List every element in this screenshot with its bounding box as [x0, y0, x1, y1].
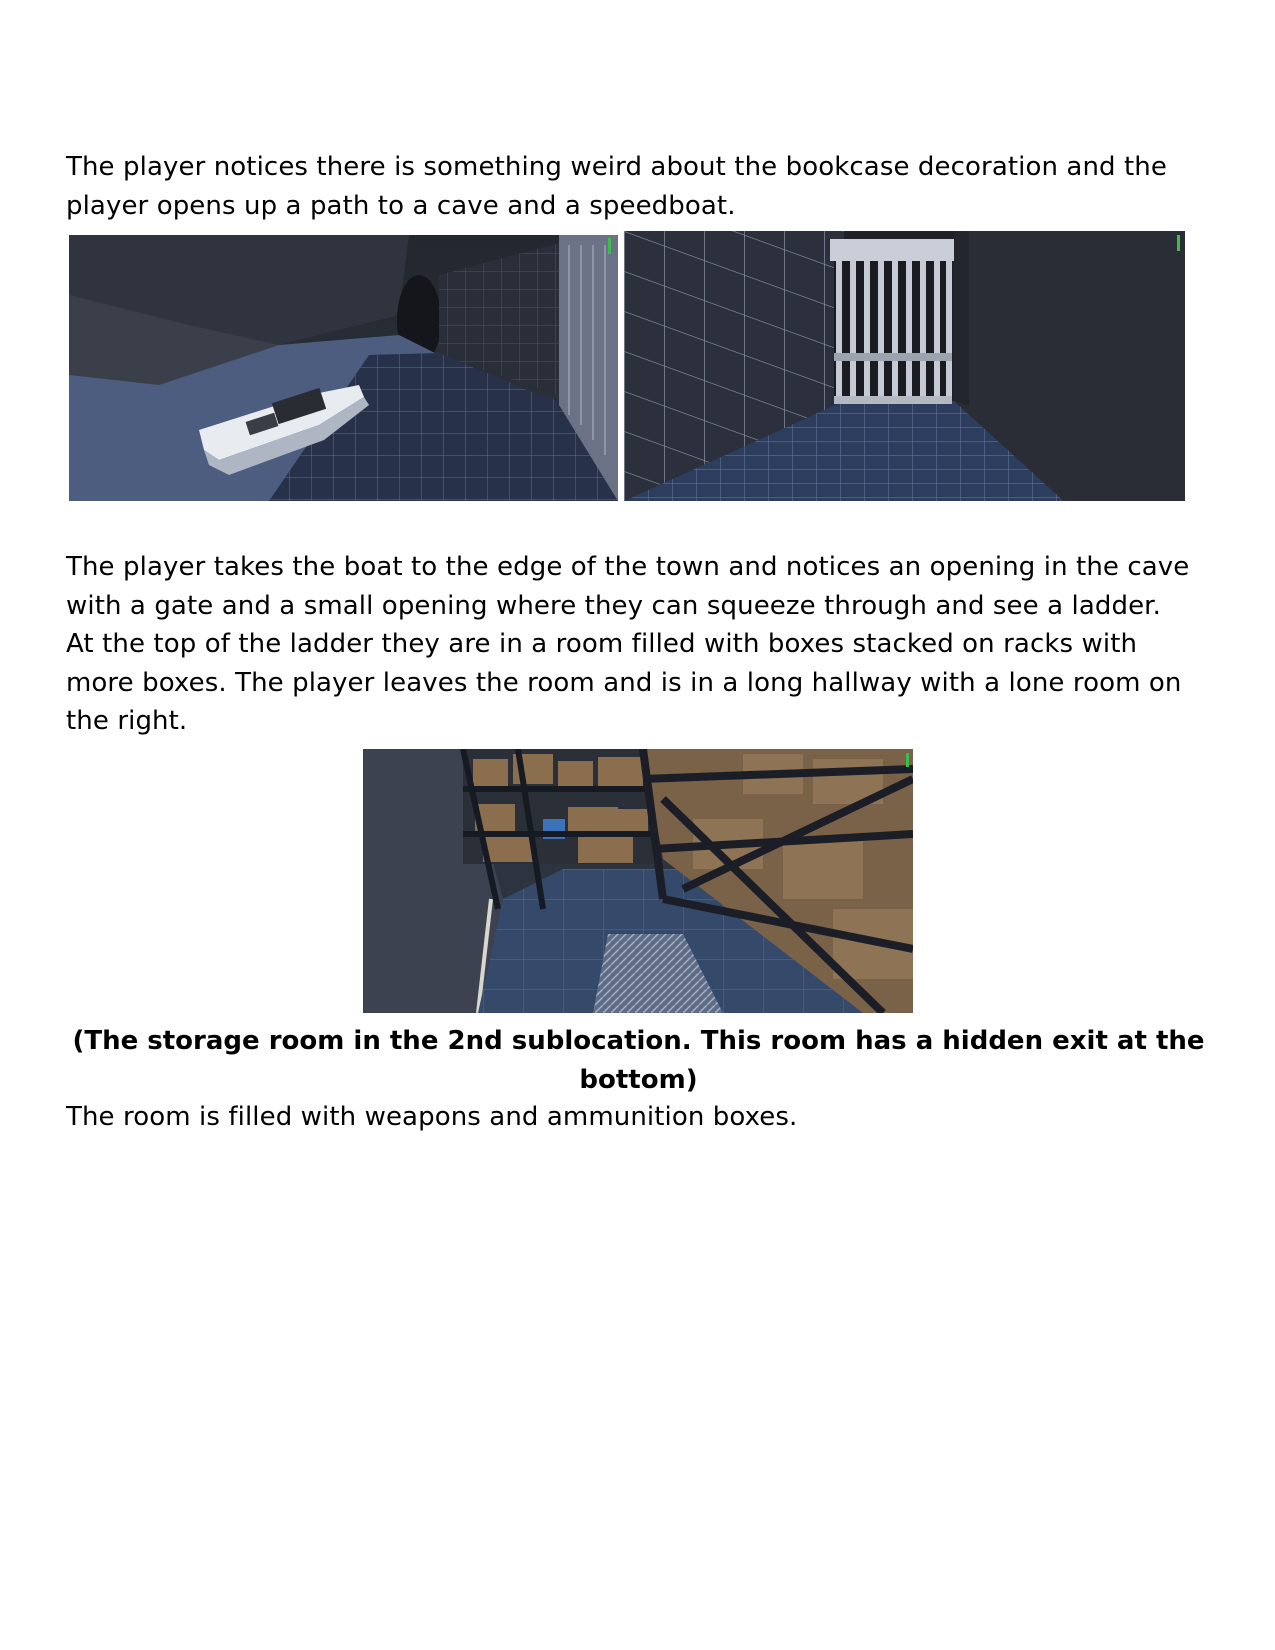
gate-corridor-screenshot	[624, 231, 1185, 501]
intro-paragraph: The player notices there is something weird about the bookcase decoration and the player opens up a path to a cave and a speedboat.	[66, 152, 1167, 221]
room-contents-paragraph: The room is filled with weapons and ammunition boxes.	[66, 1102, 798, 1132]
cave-speedboat-screenshot	[69, 235, 618, 501]
figure-caption: (The storage room in the 2nd sublocation. This room has a hidden exit at the bottom)	[72, 1026, 1205, 1095]
journey-paragraph: The player takes the boat to the edge of the town and notices an opening in the cave with a gate and a small opening where they can squeeze through and see a ladder. At the top of the ladder they are in a room filled with boxes stacked on racks with more boxes. The player leaves the room and is in a long hallway with a lone room on the right.	[66, 552, 1190, 736]
storage-room-screenshot	[363, 749, 913, 1013]
